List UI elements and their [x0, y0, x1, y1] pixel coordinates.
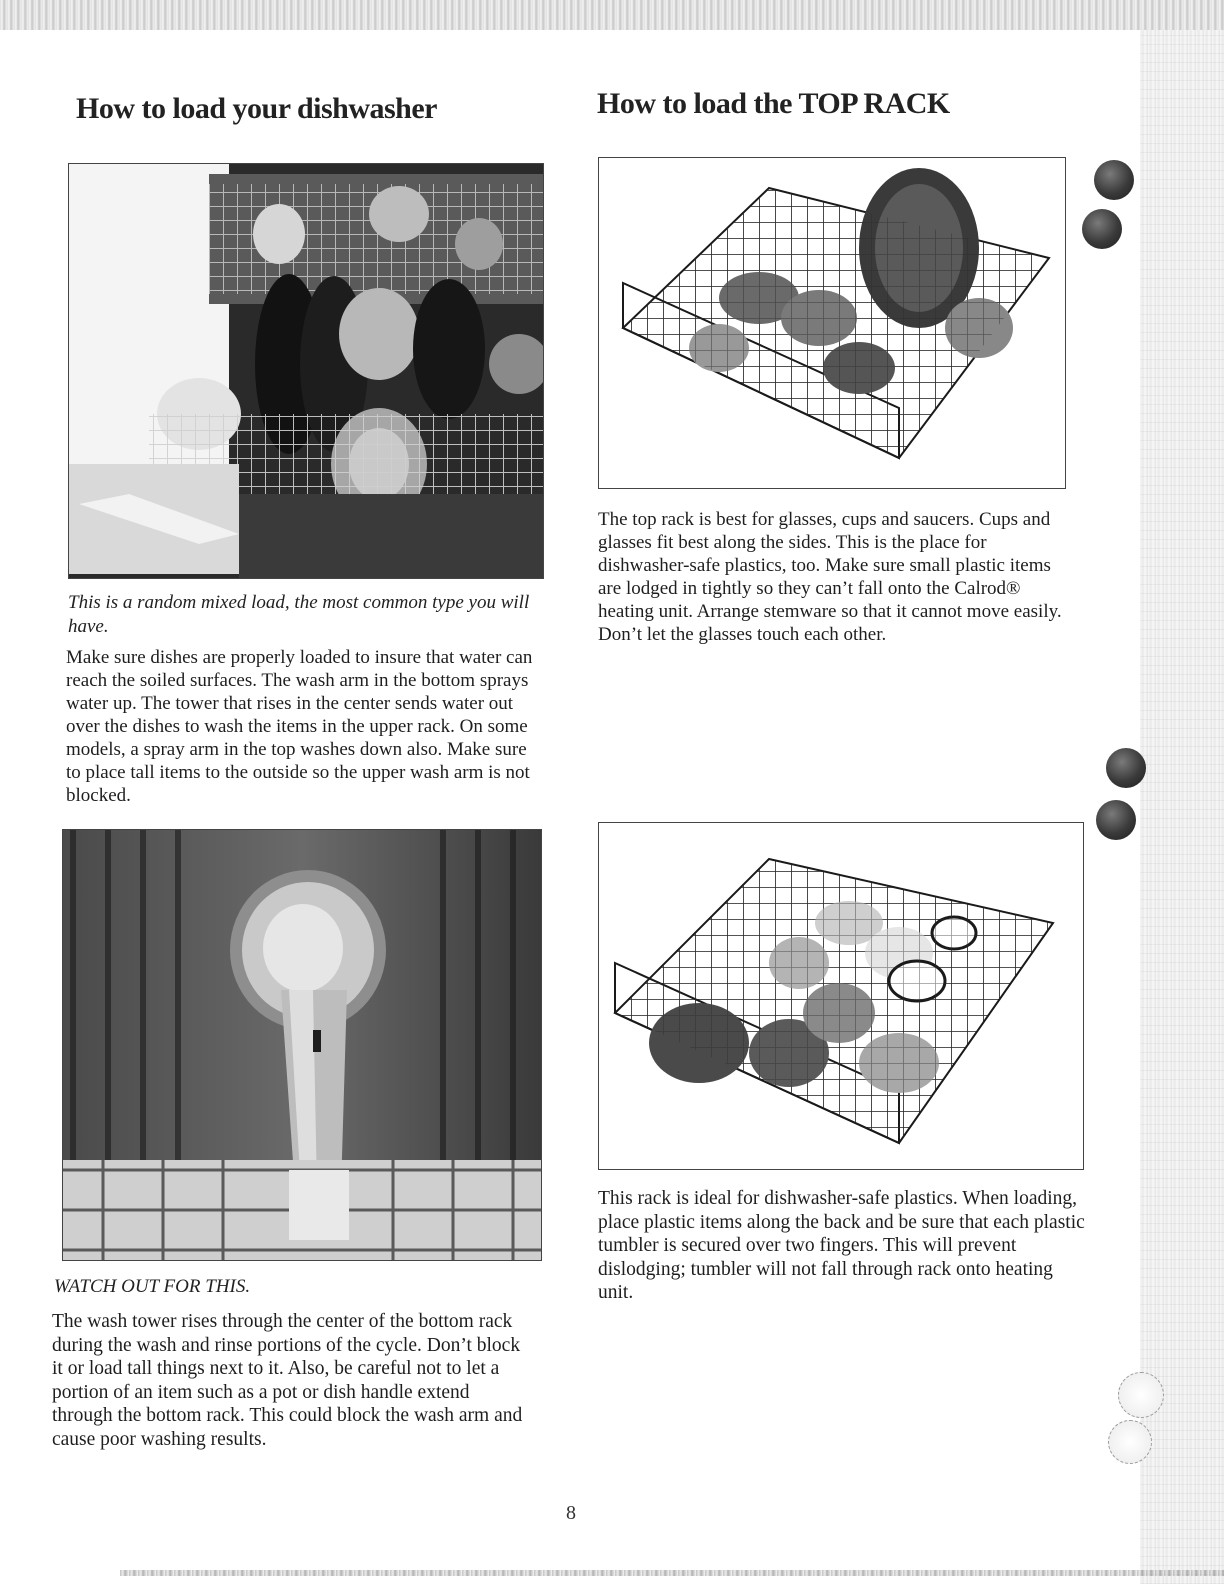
- punch-hole-1: [1118, 1372, 1164, 1418]
- plastics-rack-body: [598, 1187, 1088, 1305]
- punch-hole-2: [1108, 1420, 1152, 1464]
- mixed-load-body: [66, 646, 546, 807]
- top-rack-body: [598, 508, 1078, 646]
- top-rack-paragraph: The top rack is best for glasses, cups and saucers. Cups and glasses fit best along the sides. This is the place for dishwasher-safe plastics, too. Make sure small plastic items are lodged in tightly so they can’t fall onto the Calrod® heating unit. Arrange stemware so that it cannot move easily. Don’t let the glasses touch each other.: [598, 509, 1062, 645]
- mixed-load-paragraph: Make sure dishes are properly loaded to insure that water can reach the soiled surfaces. The wash arm in the bottom sprays water up. The tower that rises in the center sends water out over the dishes to wash the items in the upper rack. On some models, a spray arm in the top washes down also. Make sure to place tall items to the outside so the upper wash arm is not blocked.: [66, 647, 533, 806]
- watch-out-paragraph: The wash tower rises through the center of the bottom rack during the wash and rinse portions of the cycle. Don’t block it or load tall things next to it. Also, be careful not to let a portion of an item such as a pot or dish handle extend through the bottom rack. This could block the wash arm and cause poor washing results.: [52, 1311, 523, 1450]
- top-rack-photo: [598, 157, 1066, 489]
- scan-edge-top: [0, 0, 1224, 30]
- punch-dot-2: [1082, 209, 1122, 249]
- watch-out-caption: WATCH OUT FOR THIS.: [54, 1276, 251, 1297]
- scan-edge-bottom: [120, 1570, 1224, 1576]
- scan-edge-right: [1140, 30, 1224, 1584]
- watch-out-body: [52, 1310, 534, 1452]
- page-number: 8: [566, 1502, 576, 1524]
- wash-tower-photo: [62, 829, 542, 1261]
- left-heading: How to load your dishwasher: [76, 92, 438, 125]
- mixed-load-photo: [68, 163, 544, 579]
- punch-dot-4: [1096, 800, 1136, 840]
- plastics-rack-paragraph: This rack is ideal for dishwasher-safe plastics. When loading, place plastic items along the back and be sure that each plastic tumbler is secured over two fingers. This will prevent dislodging; tumbler will not fall through rack onto heating unit.: [598, 1188, 1085, 1304]
- mixed-load-caption: This is a random mixed load, the most common type you will have.: [68, 592, 530, 637]
- plastics-rack-photo: [598, 822, 1084, 1170]
- punch-dot-3: [1106, 748, 1146, 788]
- right-heading: How to load the TOP RACK: [597, 87, 950, 120]
- punch-dot-1: [1094, 160, 1134, 200]
